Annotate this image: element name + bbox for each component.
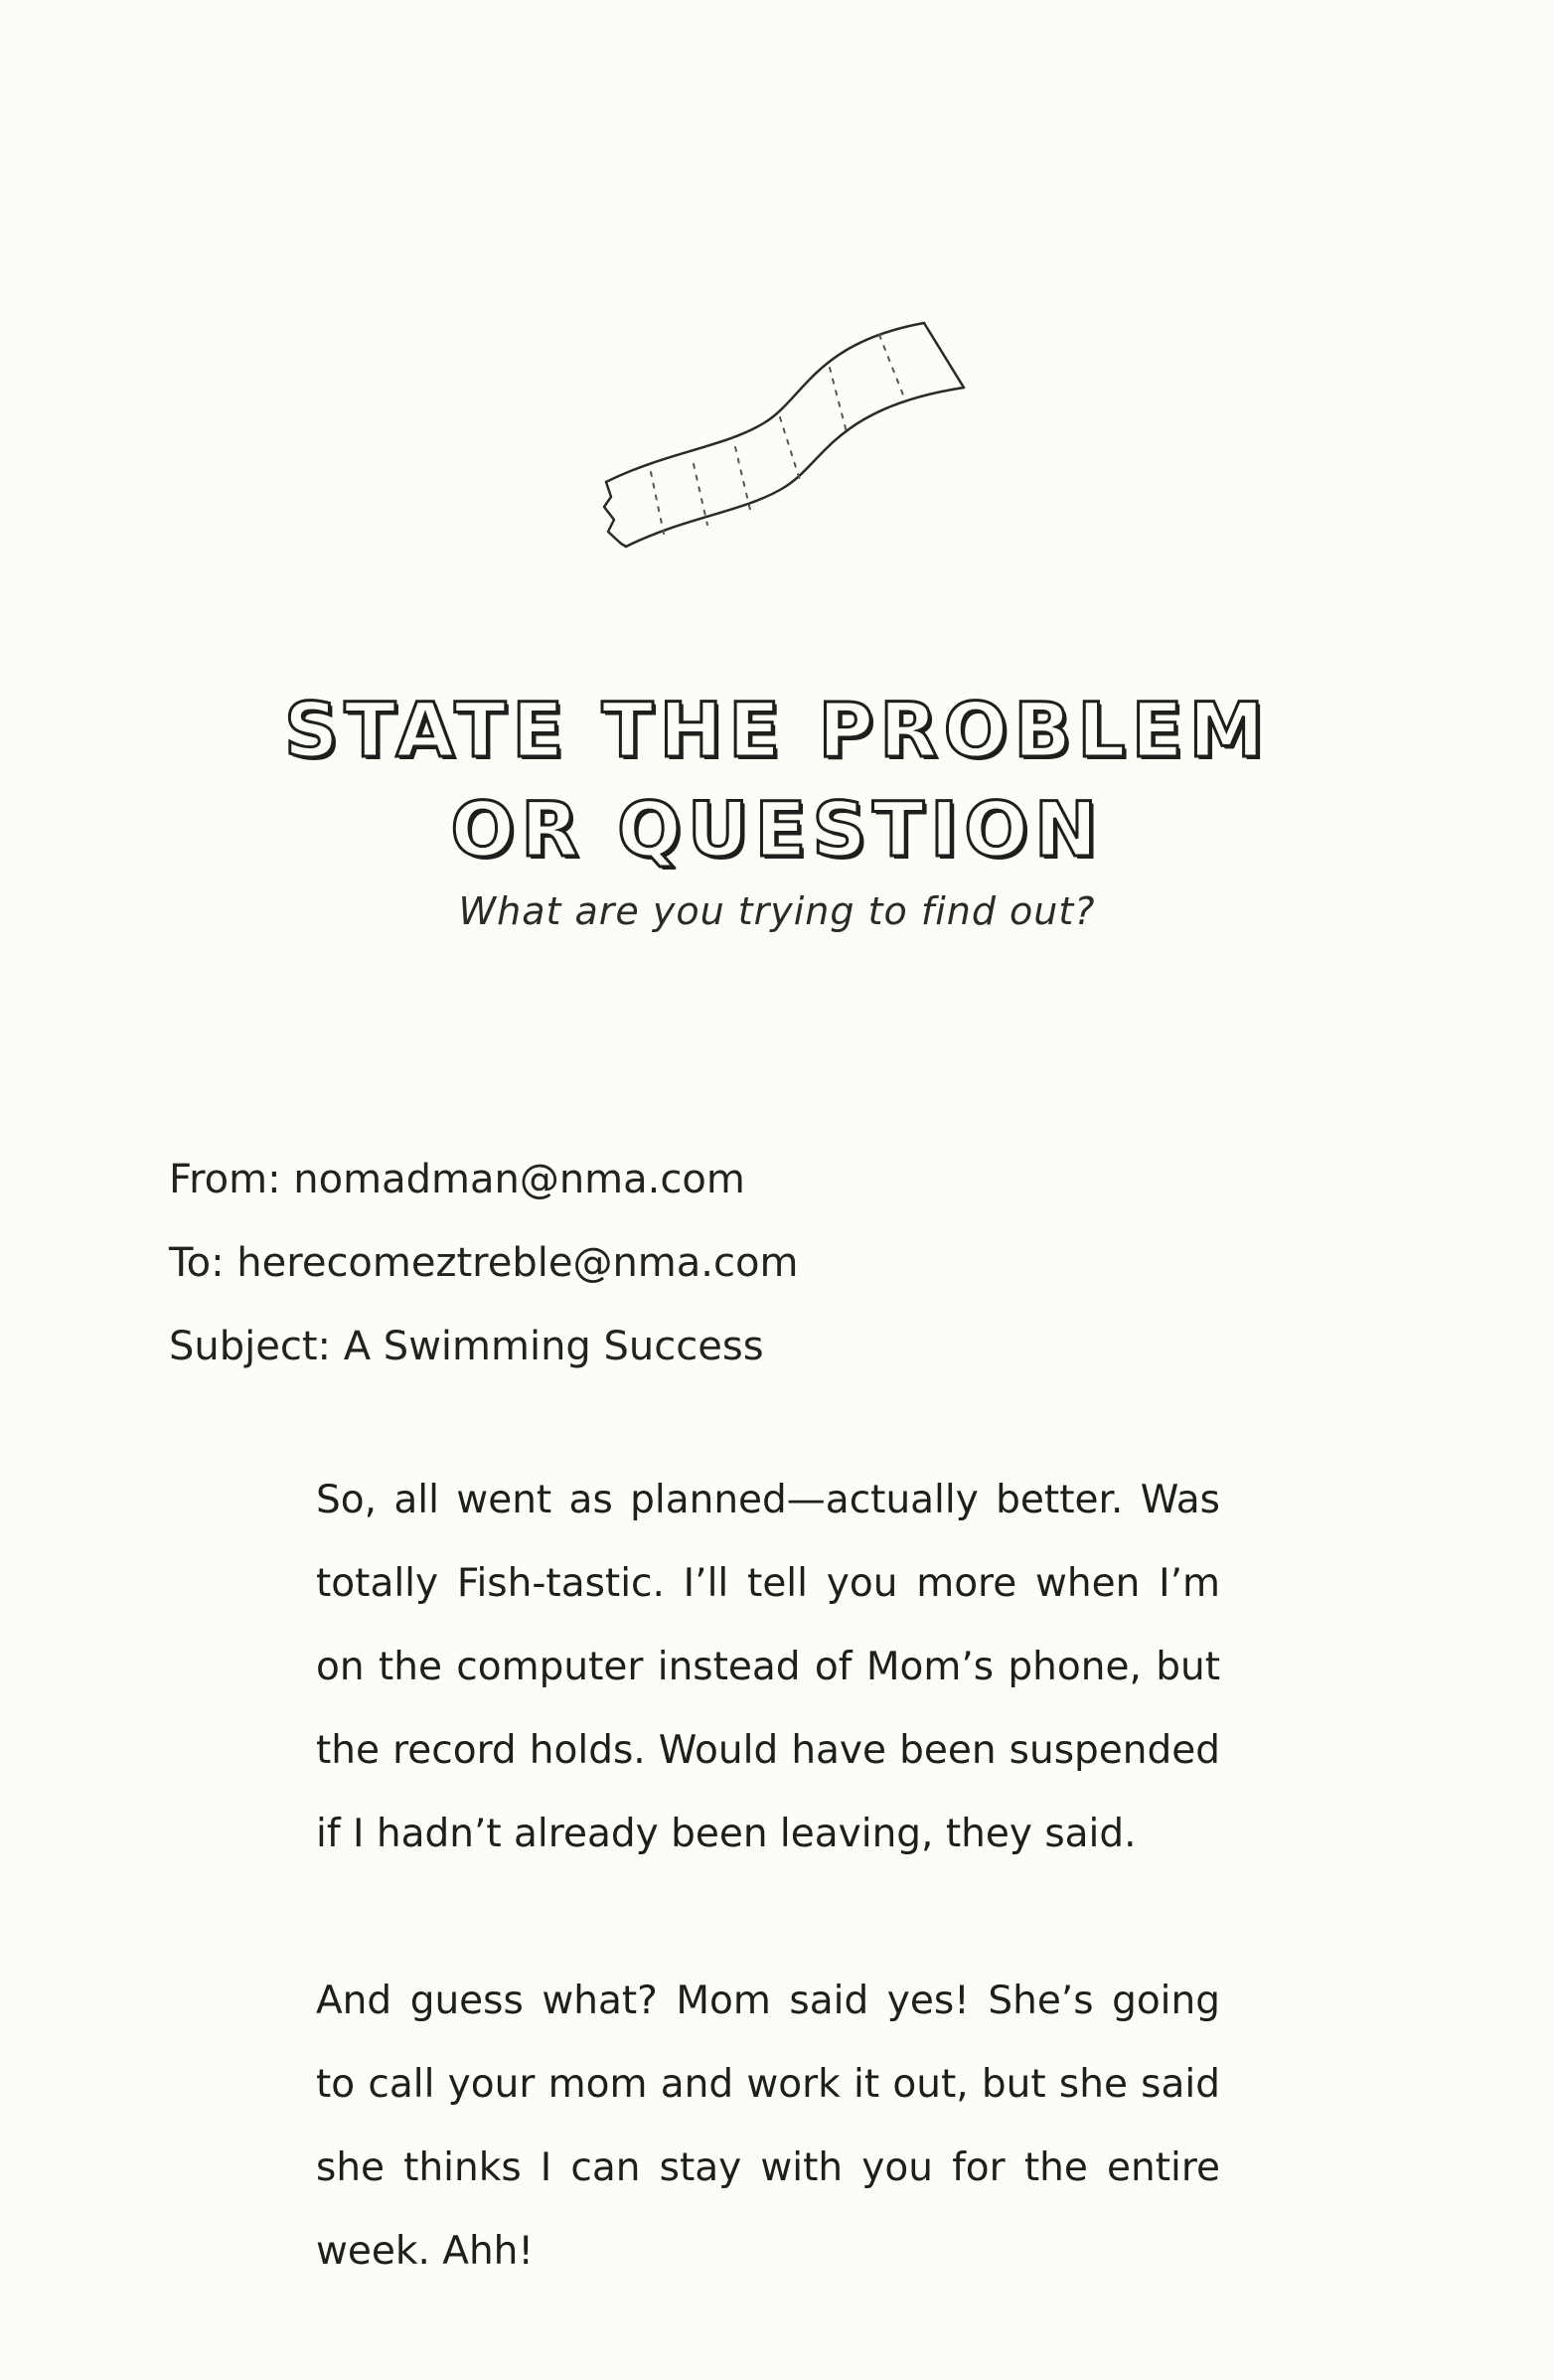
email-paragraph-2: And guess what? Mom said yes! She’s going to call your mom and work it out, but she said she thinks I can stay with you for the entire week. Ahh! bbox=[316, 1979, 1220, 2274]
measuring-tape-illustration bbox=[586, 313, 984, 591]
email-paragraph-1: So, all went as planned—actually better. Was totally Fish-tastic. I’ll tell you more when I’m on the computer instead of Mom’s phone, but the record holds. Would have been suspended if I hadn’t already been leaving, they said. bbox=[316, 1478, 1220, 1856]
section-title-line-2: OR QUESTION bbox=[450, 785, 1104, 873]
email-subject: Subject: A Swimming Success bbox=[169, 1324, 764, 1369]
section-title-line-1: STATE THE PROBLEM bbox=[283, 686, 1271, 774]
email-from: From: nomadman@nma.com bbox=[169, 1157, 745, 1202]
email-to: To: herecomeztreble@nma.com bbox=[169, 1240, 799, 1286]
email-header bbox=[169, 1138, 798, 1388]
section-tagline: What are you trying to find out? bbox=[458, 889, 1096, 933]
